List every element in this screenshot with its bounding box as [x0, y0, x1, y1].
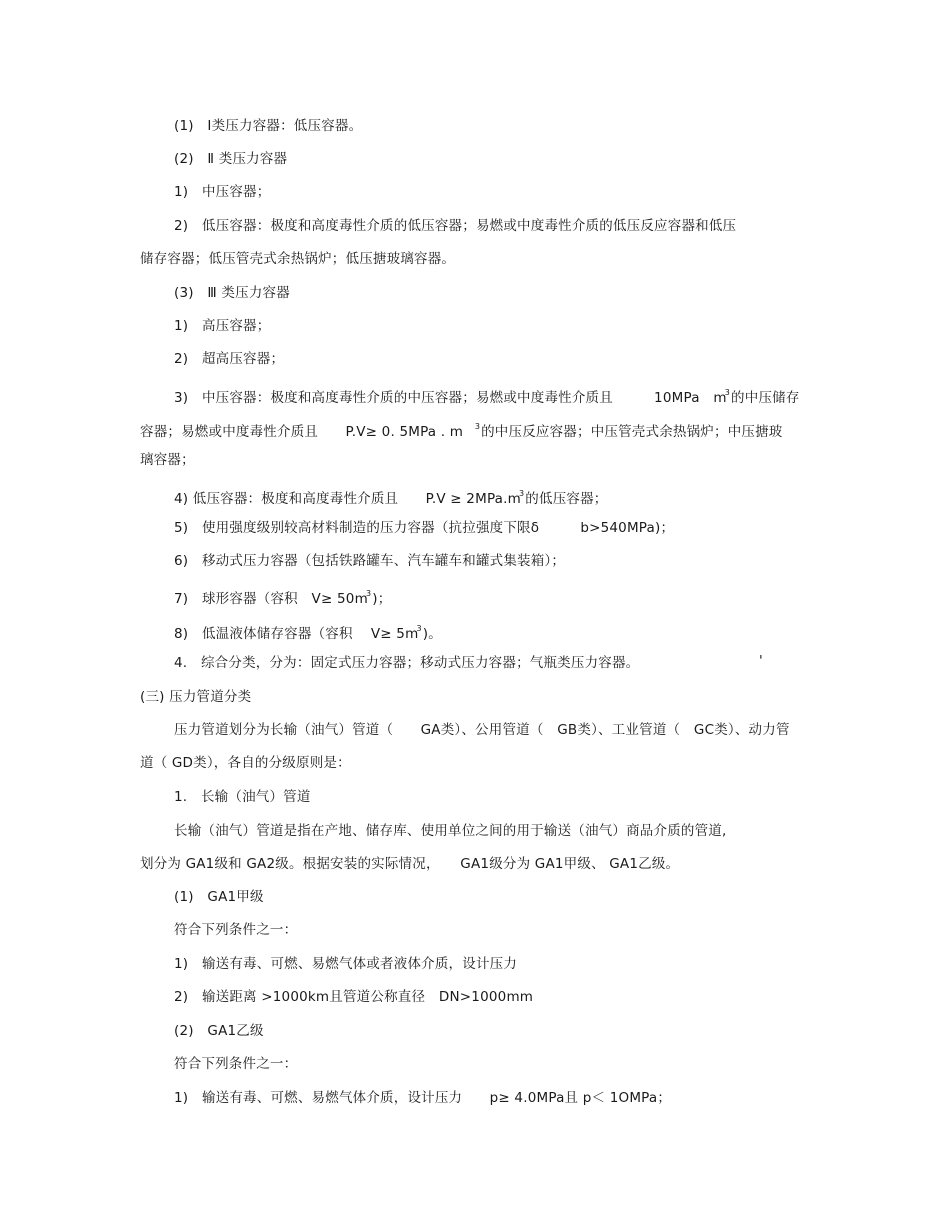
superscript: 3	[365, 589, 372, 598]
text-line: 长输（油气）管道是指在产地、储存库、使用单位之间的用于输送（油气）商品介质的管道,	[174, 823, 727, 839]
text-line	[174, 384, 800, 407]
text-segment: 的中压储存	[731, 390, 800, 406]
text-line: 4. 综合分类，分为：固定式压力容器；移动式压力容器；气瓶类压力容器。	[174, 655, 640, 671]
text-line	[174, 585, 391, 608]
text-segment: )。	[422, 626, 442, 642]
text-line: 1) 中压容器；	[174, 184, 271, 200]
text-segment: 的中压反应容器；中压管壳式余热锅炉；中压搪玻	[481, 424, 783, 440]
text-line: 5) 使用强度级别较高材料制造的压力容器（抗拉强度下限δ b>540MPa)；	[174, 520, 675, 536]
text-line: 2) 低压容器：极度和高度毒性介质的低压容器；易燃或中度毒性介质的低压反应容器和低压	[174, 218, 737, 234]
stray-mark: '	[759, 653, 763, 669]
text-line: 6) 移动式压力容器（包括铁路罐车、汽车罐车和罐式集装箱）；	[174, 553, 566, 569]
text-line	[140, 418, 783, 441]
text-line: 1) 输送有毒、可燃、易燃气体或者液体介质，设计压力	[174, 956, 518, 972]
superscript: 3	[519, 489, 525, 498]
text-line: (2) GA1乙级	[174, 1023, 264, 1039]
text-segment: 4) 低压容器：极度和高度毒性介质且 P.V ≥ 2MPa.m	[174, 491, 521, 507]
text-line: 储存容器；低压管壳式余热锅炉；低压搪玻璃容器。	[140, 251, 456, 267]
text-line: 1) 高压容器；	[174, 318, 271, 334]
text-line: 压力管道划分为长输（油气）管道（ GA类）、公用管道（ GB类）、工业管道（ GC类）、动力管	[174, 722, 790, 738]
text-segment: )；	[372, 591, 392, 607]
text-line: 1) 输送有毒、可燃、易燃气体介质，设计压力 p≥ 4.0MPa且 p＜ 1OMPa；	[174, 1090, 672, 1106]
superscript: 3	[724, 388, 731, 397]
text-segment: 8) 低温液体储存容器（容积 V≥ 5m	[174, 626, 419, 642]
text-line: 2) 超高压容器；	[174, 351, 285, 367]
text-line: (1) Ⅰ类压力容器：低压容器。	[174, 118, 363, 134]
section-heading: (三) 压力管道分类	[140, 689, 252, 705]
text-line: (2) Ⅱ 类压力容器	[174, 151, 288, 167]
text-line: 2) 输送距离 >1000km且管道公称直径 DN>1000mm	[174, 989, 534, 1005]
text-segment: 3) 中压容器：极度和高度毒性介质的中压容器；易燃或中度毒性介质且 10MPa m	[174, 390, 727, 406]
text-line: 符合下列条件之一：	[174, 922, 298, 938]
text-line: (1) GA1甲级	[174, 889, 264, 905]
text-line: 划分为 GA1级和 GA2级。根据安装的实际情况， GA1级分为 GA1甲级、 GA1乙级。	[140, 856, 680, 872]
text-segment: 容器；易燃或中度毒性介质且 P.V≥ 0. 5MPa . m	[140, 424, 477, 440]
text-segment: 7) 球形容器（容积 V≥ 50m	[174, 591, 368, 607]
text-line	[174, 620, 442, 643]
text-line: 道（ GD类），各自的分级原则是：	[140, 755, 351, 771]
text-segment: 的低压容器；	[525, 491, 608, 507]
text-line: 璃容器；	[140, 452, 195, 468]
superscript: 3	[416, 624, 422, 633]
text-line: 1. 长输（油气）管道	[174, 789, 311, 805]
superscript: 3	[474, 422, 481, 431]
text-line	[174, 485, 608, 508]
text-line: 符合下列条件之一：	[174, 1056, 298, 1072]
text-line: (3) Ⅲ 类压力容器	[174, 285, 290, 301]
